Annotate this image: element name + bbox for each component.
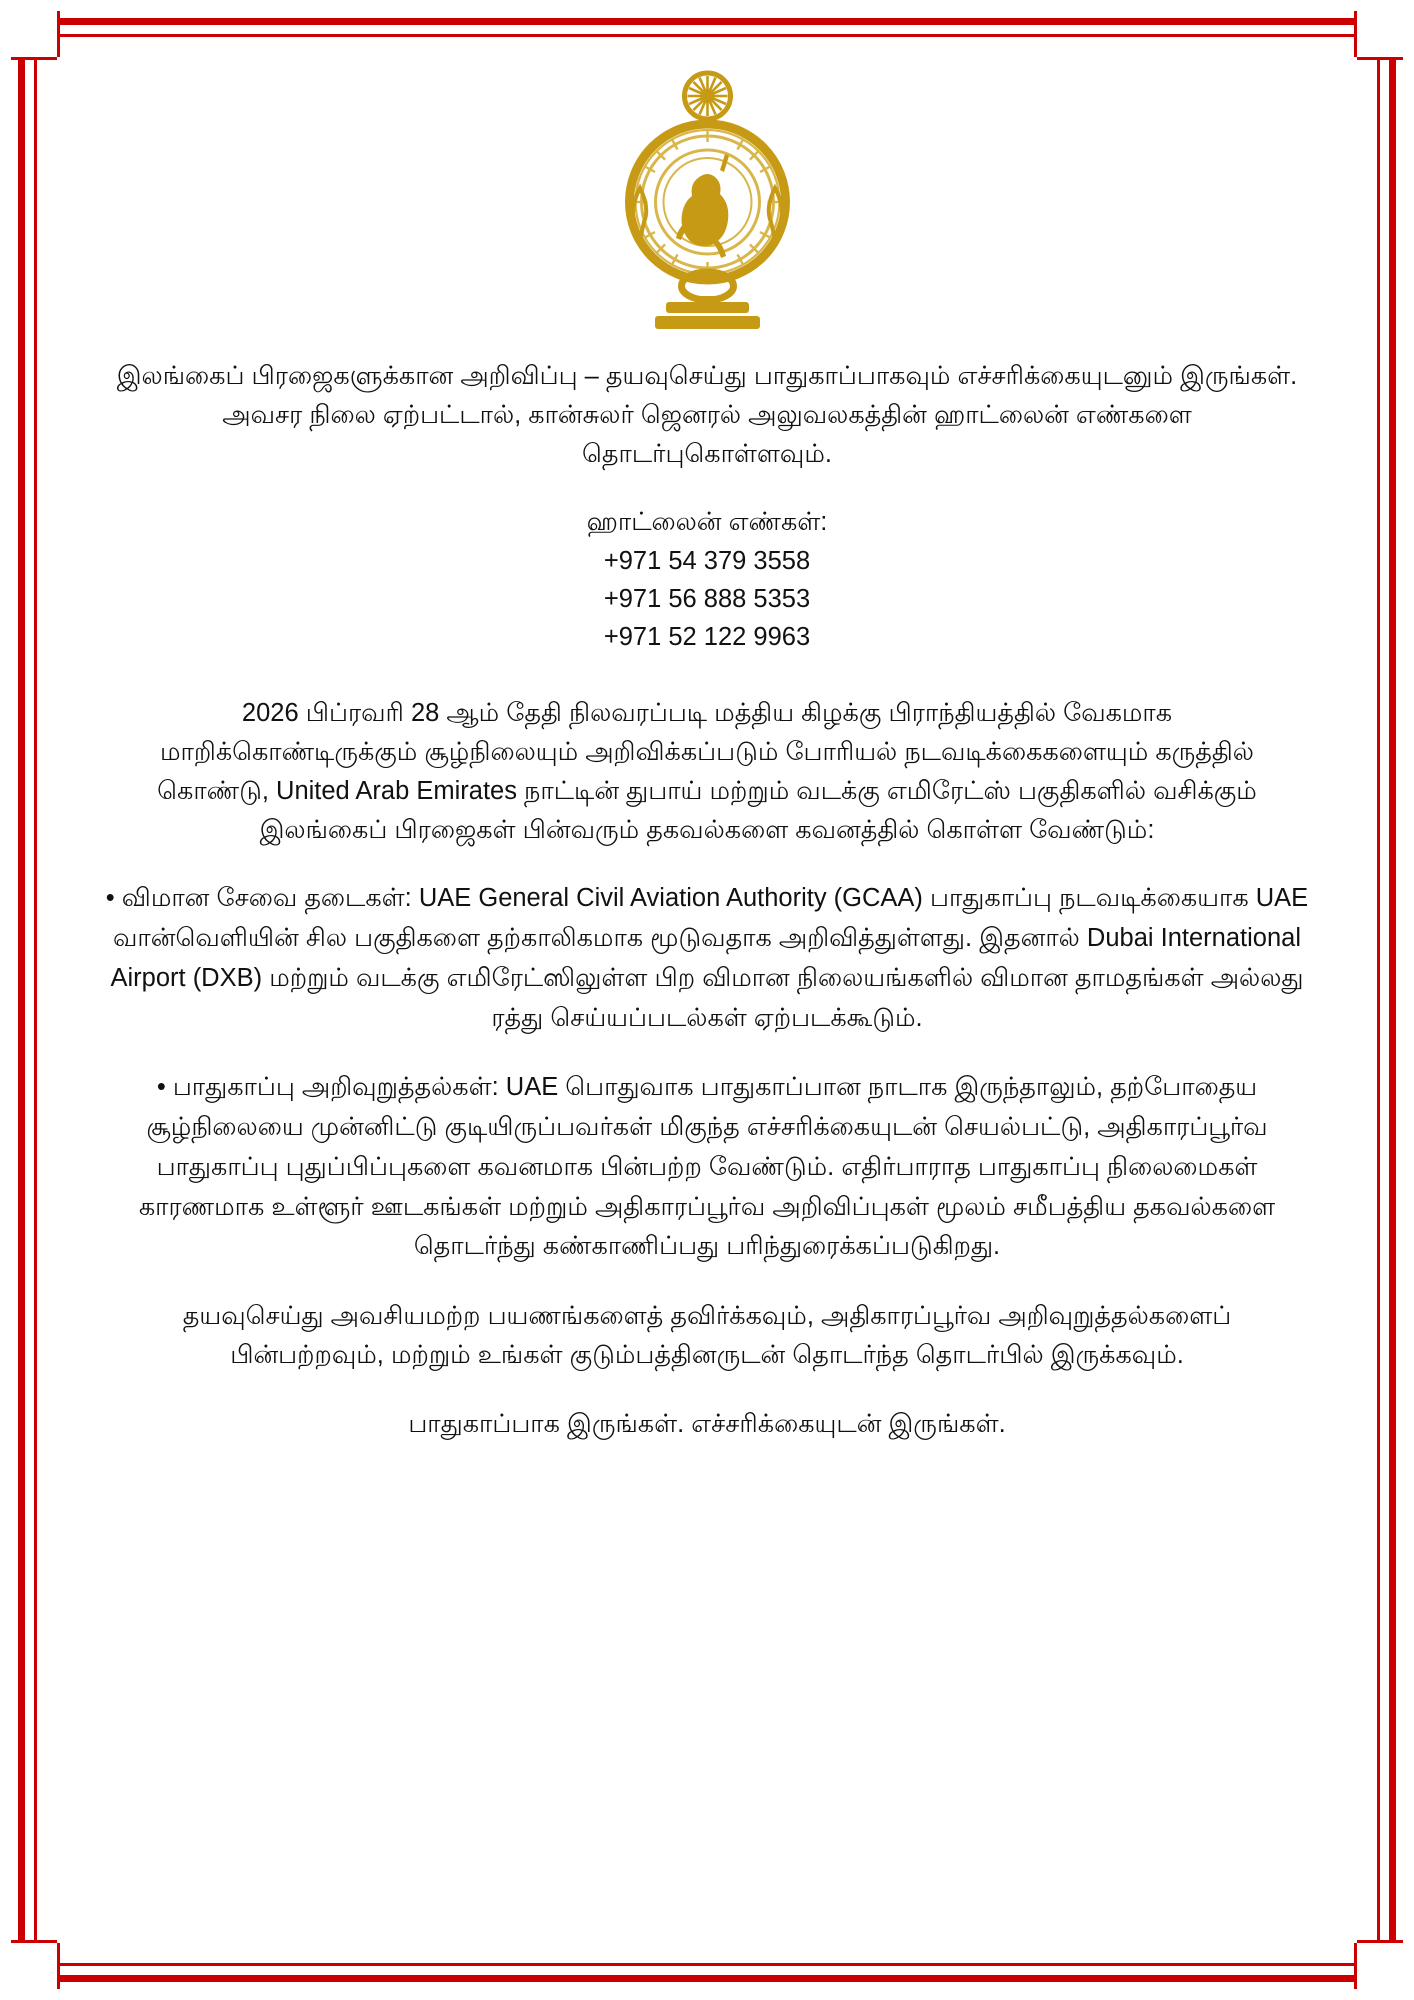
hotline-number-1[interactable]: +971 54 379 3558 <box>603 546 811 575</box>
spacer <box>70 1375 1344 1405</box>
hotline-number-2[interactable]: +971 56 888 5353 <box>603 584 811 613</box>
situation-paragraph: 2026 பிப்ரவரி 28 ஆம் தேதி நிலவரப்படி மத்திய கிழக்கு பிராந்தியத்தில் வேகமாக மாறிக்கொண்டிருக்கும் சூழ்நிலையும் அறிவிக்கப்படும் போரியல் நடவடிக்கைகளையும் கருத்தில் கொண்டு, United Arab Emirates நாட்டின் துபாய் மற்றும் வடக்கு எமிரேட்ஸ் பகுதிகளில் வசிக்கும் இலங்கைப் பிரஜைகள் பின்வரும் தகவல்களை கவனத்தில் கொள்ள வேண்டும்: <box>157 699 1257 844</box>
corner-stroke-br-vertical <box>1354 1943 1357 1989</box>
notice-body <box>70 60 1344 1940</box>
corner-stroke-tl-horizontal <box>11 57 57 60</box>
advice-paragraph: தயவுசெய்து அவசியமற்ற பயணங்களைத் தவிர்க்கவும், அதிகாரப்பூர்வ அறிவுறுத்தல்களைப் பின்பற்றவும், மற்றும் உங்கள் குடும்பத்தினருடன் தொடர்ந்த தொடர்பில் இருக்கவும். <box>182 1302 1232 1369</box>
spacer <box>70 849 1344 879</box>
corner-notch-top-right <box>1357 11 1403 57</box>
corner-notch-top-left <box>11 11 57 57</box>
corner-stroke-bl-vertical <box>57 1943 60 1989</box>
closing-line: பாதுகாப்பாக இருங்கள். எச்சரிக்கையுடன் இருங்கள். <box>408 1409 1006 1438</box>
hotline-number-3[interactable]: +971 52 122 9963 <box>603 623 811 651</box>
bullet-air-travel: • விமான சேவை தடைகள்: UAE General Civil Aviation Authority (GCAA) பாதுகாப்பு நடவடிக்கையாக UAE வான்வெளியின் சில பகுதிகளை தற்காலிகமாக மூடுவதாக அறிவித்துள்ளது. இதனால் Dubai International Airport (DXB) மற்றும் வடக்கு எமிரேட்ஸிலுள்ள பிற விமான நிலையங்களில் விமான தாமதங்கள் அல்லது ரத்து செய்யப்படல்கள் ஏற்படக்கூடும். <box>105 884 1309 1032</box>
sri-lanka-emblem-icon <box>600 70 815 338</box>
corner-notch-bottom-right <box>1357 1943 1403 1989</box>
emblem-container <box>70 60 1344 357</box>
hotline-title: ஹாட்லைன் எண்கள்: <box>586 508 828 537</box>
spacer <box>70 473 1344 503</box>
corner-stroke-tl-vertical <box>57 11 60 57</box>
bullet-safety-advisory: • பாதுகாப்பு அறிவுறுத்தல்கள்: UAE பொதுவாக பாதுகாப்பான நாடாக இருந்தாலும், தற்போதைய சூழ்நிலையை முன்னிட்டு குடியிருப்பவர்கள் மிகுந்த எச்சரிக்கையுடன் செயல்பட்டு, அதிகாரப்பூர்வ பாதுகாப்பு புதுப்பிப்புகளை கவனமாக பின்பற்ற வேண்டும். எதிர்பாராத பாதுகாப்பு நிலைமைகள் காரணமாக உள்ளூர் ஊடகங்கள் மற்றும் அதிகாரப்பூர்வ அறிவிப்புகள் மூலம் சமீபத்திய தகவல்களை தொடர்ந்து கண்காணிப்பது பரிந்துரைக்கப்படுகிறது. <box>138 1073 1276 1261</box>
corner-stroke-tr-vertical <box>1354 11 1357 57</box>
spacer <box>70 1038 1344 1068</box>
intro-paragraph: இலங்கைப் பிரஜைகளுக்கான அறிவிப்பு – தயவுசெய்து பாதுகாப்பாகவும் எச்சரிக்கையுடனும் இருங்கள். அவசர நிலை ஏற்பட்டால், கான்சுலர் ஜெனரல் அலுவலகத்தின் ஹாட்லைன் எண்களை தொடர்புகொள்ளவும். <box>116 362 1298 468</box>
corner-stroke-tr-horizontal <box>1357 57 1403 60</box>
corner-stroke-br-horizontal <box>1357 1940 1403 1943</box>
corner-notch-bottom-left <box>11 1943 57 1989</box>
corner-stroke-bl-horizontal <box>11 1940 57 1943</box>
spacer <box>70 1267 1344 1297</box>
spacer <box>70 656 1344 694</box>
